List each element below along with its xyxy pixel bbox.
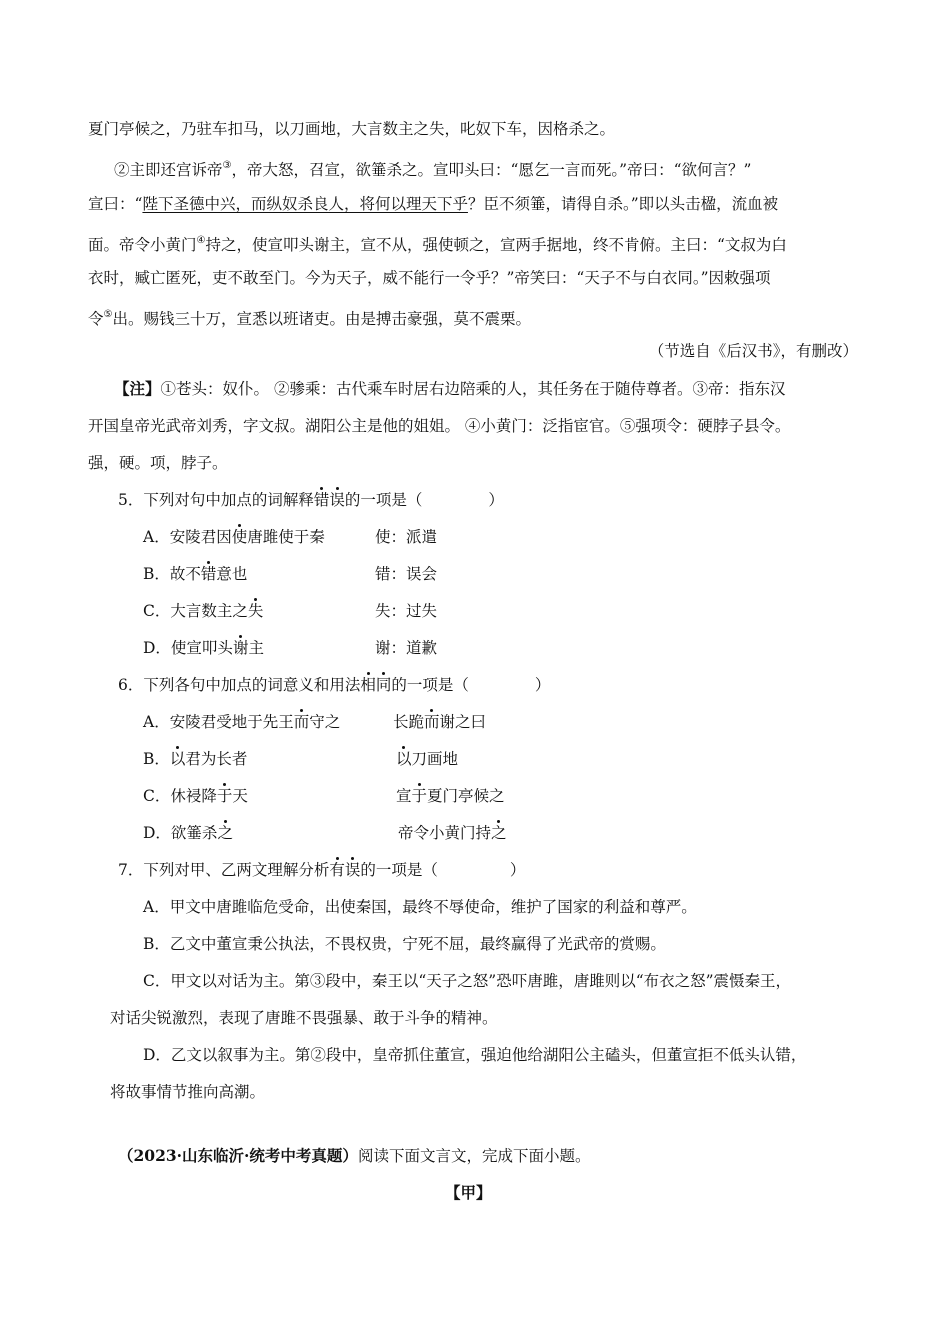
emphasis-char: 而 [424, 713, 440, 731]
emphasis-char: 谢 [232, 639, 249, 657]
notes-line-1: 【注】①苍头：奴仆。 ②骖乘：古代乘车时居右边陪乘的人，其任务在于随侍尊者。③帝：指东汉 [114, 379, 786, 398]
question-6-option-a[interactable]: A．安陵君受地于先王而守之 [143, 713, 341, 731]
question-7-stem: 7．下列对甲、乙两文理解分析有误的一项是（ ） [118, 861, 526, 879]
question-5-stem: 5．下列对句中加点的词解释错误的一项是（ ） [118, 491, 504, 509]
option-compare: 长跪而谢之曰 [393, 713, 487, 731]
question-6-option-c[interactable]: C．休祲降于天 [143, 787, 248, 805]
emphasis-char: 误 [344, 861, 361, 879]
option-compare: 帝令小黄门持之 [398, 824, 507, 842]
question-5-option-c[interactable]: C．大言数主之失 [143, 602, 264, 620]
emphasis-char: 而 [293, 713, 310, 731]
emphasis-char: 以 [169, 750, 186, 768]
paragraph-2-line-1: ②主即还宫诉帝③，帝大怒，召宣，欲箠杀之。宣叩头曰：“愿乞一言而死。”帝曰：“欲何言？” [114, 160, 752, 179]
emphasis-char: 以 [396, 750, 412, 768]
question-7-option-b[interactable]: B．乙文中董宣秉公执法，不畏权贵，宁死不屈，最终赢得了光武帝的赏赐。 [143, 935, 666, 953]
option-gloss: 错：误会 [375, 565, 438, 583]
question-7-option-c[interactable]: C．甲文以对话为主。第③段中，秦王以“天子之怒”恐吓唐雎，唐雎则以“布衣之怒”震慑秦王， [143, 972, 792, 990]
question-7-option-d-continued: 将故事情节推向高潮。 [110, 1083, 266, 1101]
emphasis-char: 错 [313, 491, 330, 509]
passage-title: 【甲】 [445, 1183, 492, 1202]
notes-line-3: 强，硬。项，脖子。 [88, 454, 228, 472]
emphasis-char: 有 [329, 861, 345, 879]
emphasis-char: 使 [231, 528, 248, 546]
option-gloss: 失：过失 [375, 602, 438, 620]
emphasis-char: 误 [329, 491, 345, 509]
question-6-stem: 6．下列各句中加点的词意义和用法相同的一项是（ ） [118, 676, 551, 694]
question-5-option-b[interactable]: B．故不错意也 [143, 565, 248, 583]
question-5-option-a[interactable]: A．安陵君因使唐雎使于秦 [143, 528, 325, 546]
source-citation: （节选自《后汉书》，有删改） [648, 342, 858, 360]
notes-line-2: 开国皇帝光武帝刘秀，字文叔。湖阳公主是他的姐姐。 ④小黄门：泛指宦官。⑤强项令：硬脖子县令。 [88, 417, 791, 435]
paragraph-2-line-3: 面。帝令小黄门④持之，使宣叩头谢主，宣不从，强使顿之，宣两手据地，终不肯俯。主曰：“文叔为白 [88, 235, 787, 254]
emphasis-char: 失 [247, 602, 264, 620]
underlined-sentence: 陛下圣德中兴，而纵奴杀良人，将何以理天下乎 [142, 195, 468, 213]
option-gloss: 使：派遣 [375, 528, 438, 546]
question-7-option-d[interactable]: D．乙文以叙事为主。第②段中，皇帝抓住董宣，强迫他给湖阳公主磕头，但董宣拒不低头认错， [143, 1046, 807, 1064]
question-7-option-c-continued: 对话尖锐激烈，表现了唐雎不畏强暴、敢于斗争的精神。 [110, 1009, 498, 1027]
footnote-ref: ③ [222, 160, 232, 171]
emphasis-char: 之 [217, 824, 233, 842]
text-line: 夏门亭候之，乃驻车扣马，以刀画地，大言数主之失，叱奴下车，因格杀之。 [88, 120, 616, 138]
paragraph-2-line-5: 令⑤出。赐钱三十万，宣悉以班诸吏。由是搏击豪强，莫不震栗。 [88, 309, 531, 328]
paragraph-2-line-4: 衣时，臧亡匿死，吏不敢至门。今为天子，威不能行一令乎？”帝笑曰：“天子不与白衣同。”因敕强项 [88, 269, 771, 287]
question-7-option-a[interactable]: A．甲文中唐雎临危受命，出使秦国，最终不辱使命，维护了国家的利益和尊严。 [143, 898, 697, 916]
emphasis-char: 同 [375, 676, 392, 694]
question-6-option-d[interactable]: D．欲箠杀之 [143, 824, 233, 842]
exam-source: （2023·山东临沂·统考中考真题） [118, 1146, 358, 1165]
footnote-ref: ⑤ [103, 309, 113, 320]
emphasis-char: 之 [491, 824, 507, 842]
footnote-ref: ④ [196, 235, 206, 246]
emphasis-char: 于 [216, 787, 233, 805]
emphasis-char: 于 [411, 787, 428, 805]
option-compare: 以刀画地 [396, 750, 459, 768]
emphasis-char: 错 [200, 565, 217, 583]
emphasis-char: 相 [360, 676, 376, 694]
option-gloss: 谢：道歉 [375, 639, 438, 657]
paragraph-2-line-2: 宣曰：“陛下圣德中兴，而纵奴杀良人，将何以理天下乎？臣不须箠，请得自杀。”即以头击楹，流血被 [88, 195, 779, 213]
next-passage-intro: （2023·山东临沂·统考中考真题）阅读下面文言文，完成下面小题。 [118, 1146, 591, 1165]
question-5-option-d[interactable]: D．使宣叩头谢主 [143, 639, 264, 657]
question-6-option-b[interactable]: B．以君为长者 [143, 750, 248, 768]
option-compare: 宣于夏门亭候之 [396, 787, 505, 805]
notes-label: 【注】 [114, 379, 161, 398]
